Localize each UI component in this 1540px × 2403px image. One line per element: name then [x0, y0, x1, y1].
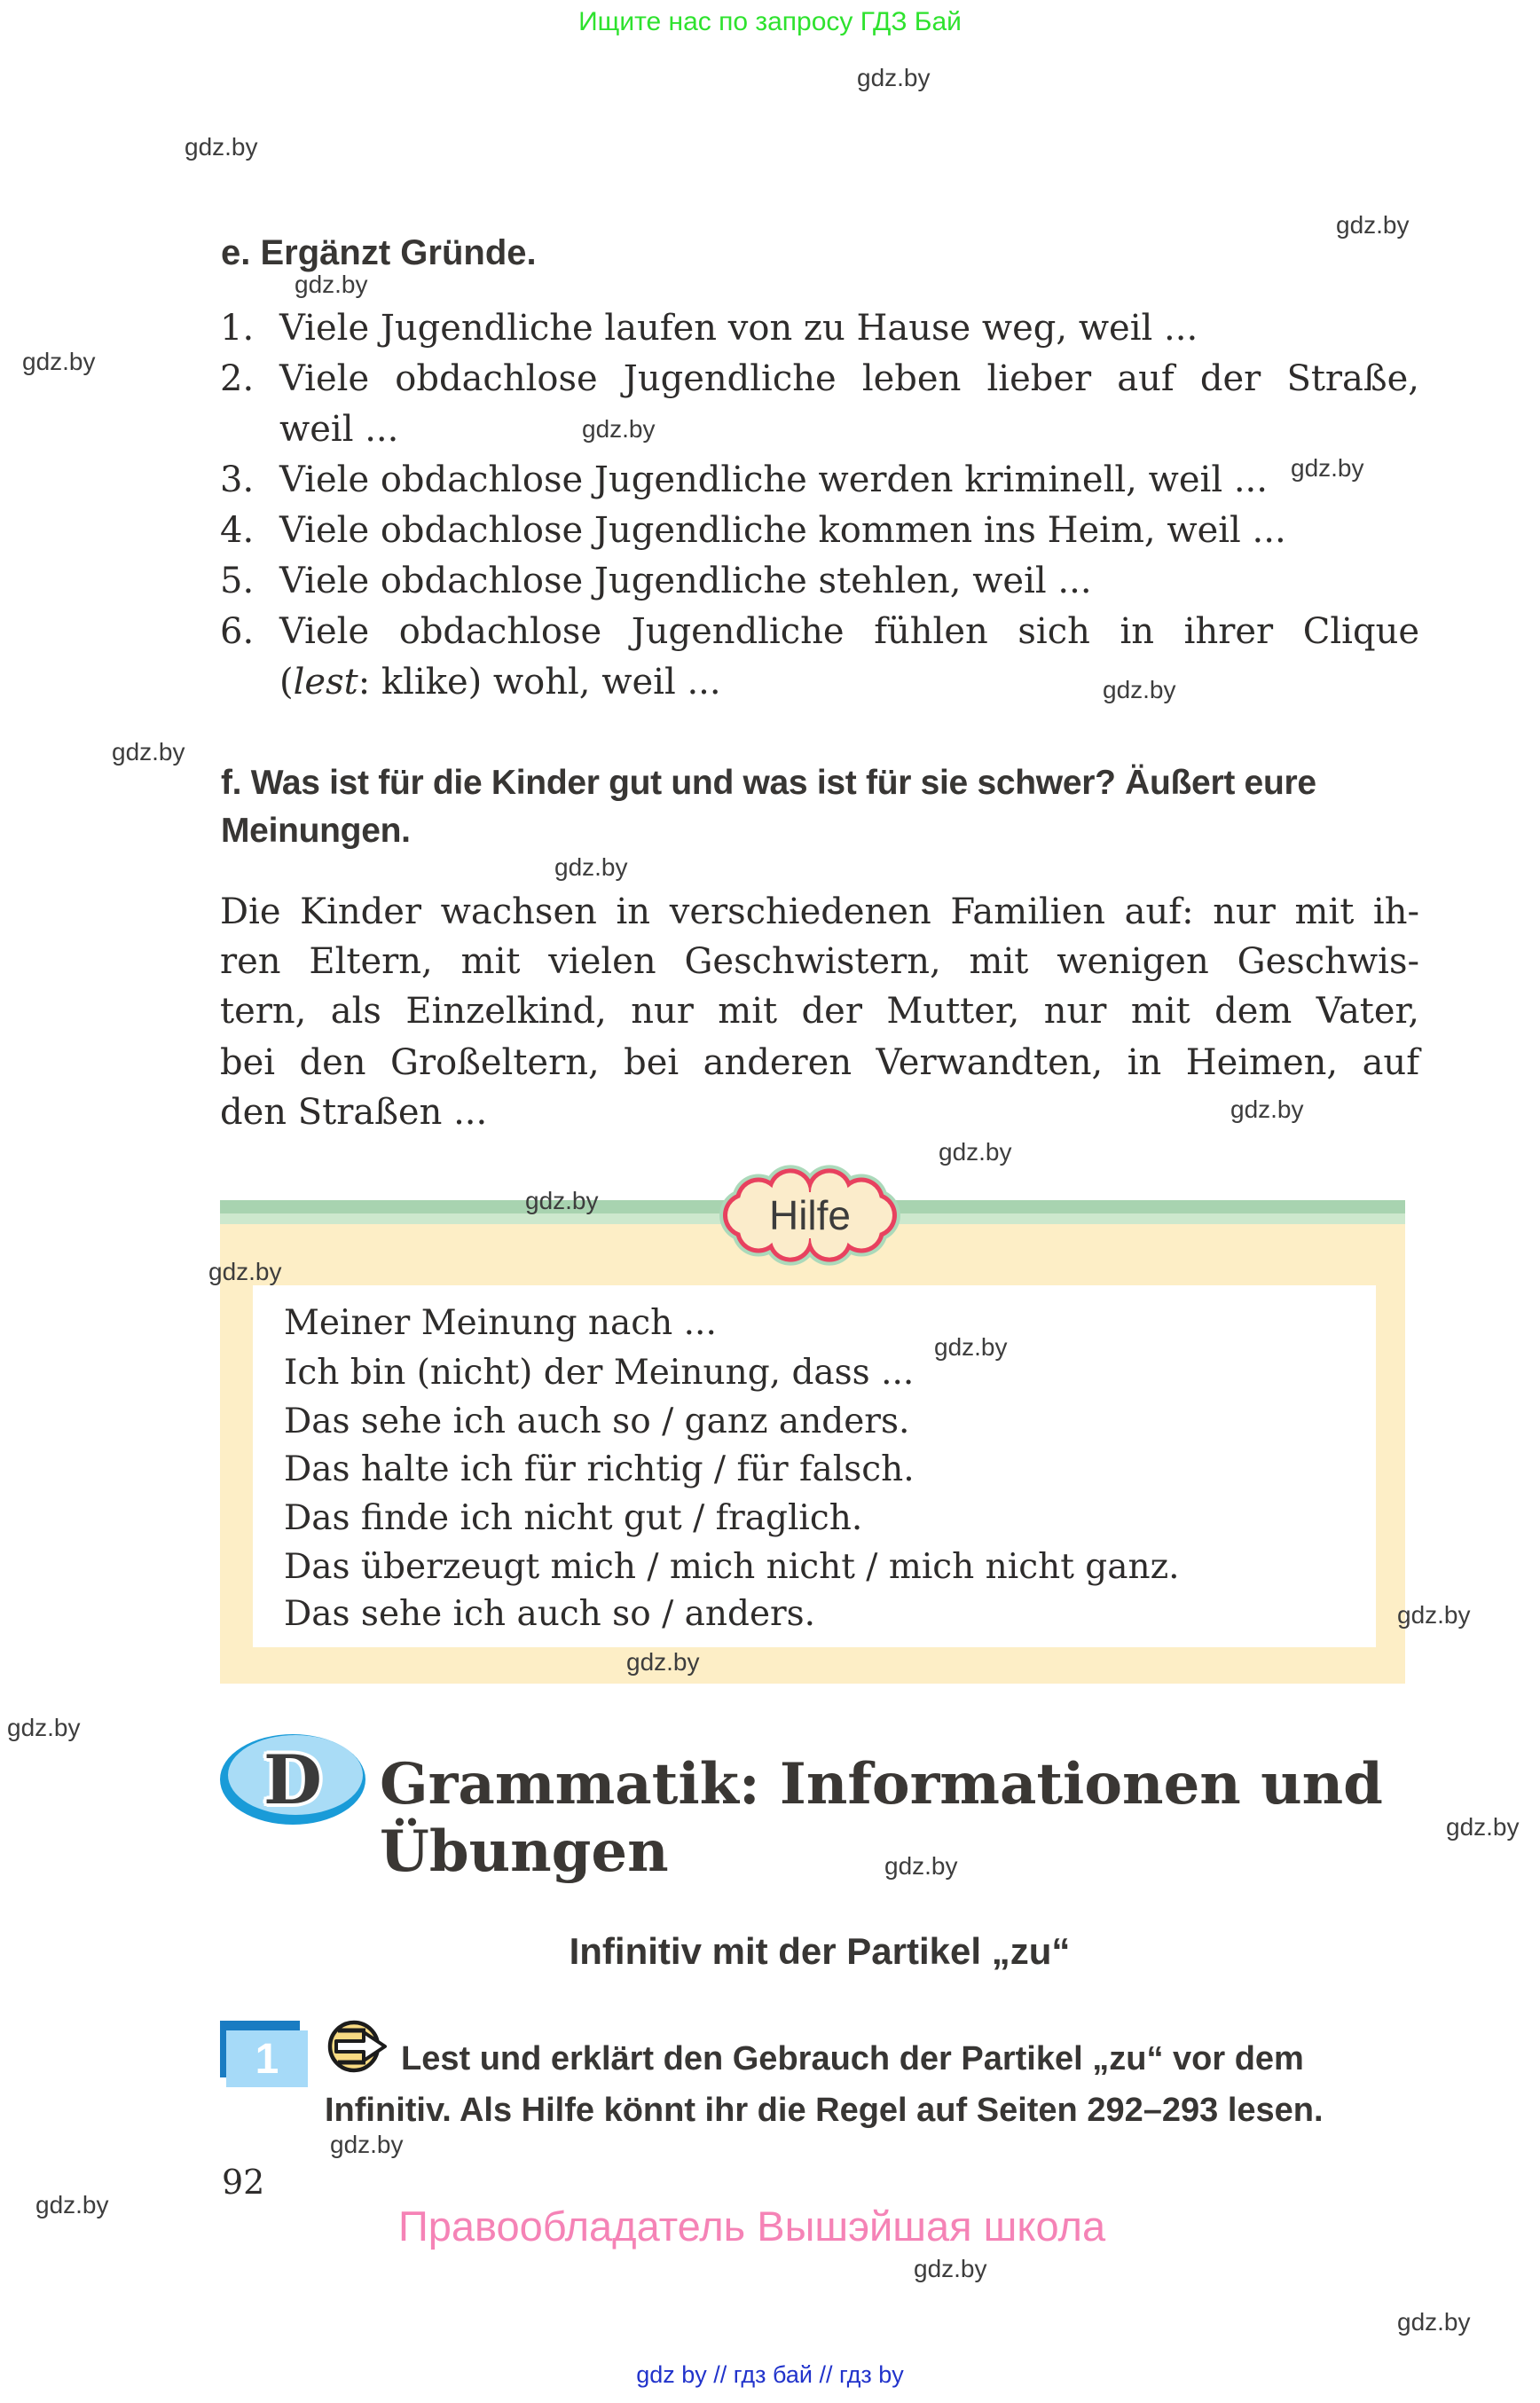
gdz-watermark: gdz.by: [1291, 454, 1364, 482]
gdz-watermark: gdz.by: [934, 1333, 1008, 1361]
intro-line: Die Kinder wachsen in verschiedenen Familien auf: nur mit ih-: [220, 891, 1419, 932]
gdz-watermark: gdz.by: [208, 1258, 282, 1285]
list-number: 6.: [220, 611, 255, 652]
section-f-heading-line1: f. Was ist für die Kinder gut und was ist für sie schwer? Äußert eure: [221, 764, 1316, 802]
hilfe-phrase: Das sehe ich auch so / ganz anders.: [284, 1402, 910, 1441]
gdz-watermark: gdz.by: [1397, 2308, 1471, 2336]
list-text-italic: lest: [293, 662, 358, 703]
list-number: 3.: [220, 459, 255, 500]
grammar-heading-line2: Übungen: [380, 1818, 669, 1885]
gdz-watermark: gdz.by: [582, 415, 656, 443]
list-text: Viele obdachlose Jugendliche fühlen sich in ihrer Clique: [279, 611, 1419, 652]
gdz-watermark: gdz.by: [857, 64, 931, 91]
list-text: Viele Jugendliche laufen von zu Hause weg, weil ...: [279, 308, 1198, 349]
list-text: : klike) wohl, weil ...: [358, 662, 721, 703]
list-number: 2.: [220, 358, 255, 399]
gdz-watermark: gdz.by: [1336, 211, 1410, 239]
hilfe-label: Hilfe: [768, 1192, 852, 1238]
section-d-badge-letter: D: [263, 1739, 322, 1819]
hilfe-phrase: Das finde ich nicht gut / fraglich.: [284, 1498, 863, 1538]
hilfe-phrase: Das sehe ich auch so / anders.: [284, 1594, 816, 1634]
gdz-watermark: gdz.by: [914, 2255, 987, 2282]
gdz-watermark: gdz.by: [525, 1187, 599, 1214]
list-number: 5.: [220, 561, 255, 601]
gdz-watermark: gdz.by: [554, 853, 628, 881]
gdz-watermark: gdz.by: [626, 1648, 700, 1676]
hilfe-phrase: Das überzeugt mich / mich nicht / mich nicht ganz.: [284, 1547, 1180, 1587]
read-arrow-icon: [326, 2019, 389, 2076]
list-text: Viele obdachlose Jugendliche kommen ins Heim, weil ...: [279, 510, 1286, 551]
hilfe-phrase: Das halte ich für richtig / für falsch.: [284, 1449, 915, 1489]
exercise-text-line1: Lest und erklärt den Gebrauch der Partikel „zu“ vor dem: [401, 2040, 1304, 2077]
gdz-watermark: gdz.by: [1397, 1601, 1471, 1629]
gdz-watermark: gdz.by: [1446, 1813, 1520, 1841]
gdz-watermark: gdz.by: [1230, 1095, 1304, 1123]
exercise-number-badge: 1: [226, 2030, 308, 2087]
list-item-4: [220, 506, 1419, 556]
list-number: 1.: [220, 308, 255, 349]
list-item-2-cont: weil ...: [279, 409, 399, 450]
exercise-text-line2: Infinitiv. Als Hilfe könnt ihr die Regel auf Seiten 292–293 lesen.: [325, 2092, 1324, 2129]
list-text: Viele obdachlose Jugendliche stehlen, weil ...: [279, 561, 1092, 601]
intro-line: den Straßen ...: [220, 1092, 488, 1133]
footer-links: gdz by // гдз бай // гдз by: [636, 2361, 904, 2388]
gdz-watermark: gdz.by: [295, 271, 368, 298]
gdz-watermark: gdz.by: [7, 1714, 81, 1741]
grammar-subheading: Infinitiv mit der Partikel „zu“: [569, 1930, 1071, 1972]
grammar-heading-line1: Grammatik: Informationen und: [380, 1751, 1383, 1818]
list-item-1: [220, 303, 1419, 354]
gdz-watermark: gdz.by: [939, 1138, 1012, 1166]
intro-line: tern, als Einzelkind, nur mit der Mutter, nur mit dem Vater,: [220, 991, 1419, 1032]
publisher-text: Правообладатель Вышэйшая школа: [398, 2203, 1106, 2250]
hilfe-phrase: Meiner Meinung nach ...: [284, 1303, 717, 1343]
gdz-watermark: gdz.by: [1103, 676, 1176, 703]
page-number: 92: [222, 2163, 265, 2202]
list-item-2: [220, 354, 1419, 404]
gdz-watermark: gdz.by: [884, 1852, 958, 1880]
section-f-heading-line2: Meinungen.: [221, 812, 411, 850]
gdz-watermark: gdz.by: [112, 738, 185, 766]
gdz-watermark: gdz.by: [185, 133, 258, 161]
list-item-6: [220, 607, 1419, 657]
list-item-3: [220, 455, 1419, 506]
promo-banner-text: Ищите нас по запросу ГДЗ Бай: [578, 7, 962, 36]
list-item-6-cont: [279, 657, 721, 708]
list-text: Viele obdachlose Jugendliche leben lieber auf der Straße,: [279, 358, 1419, 399]
list-text: Viele obdachlose Jugendliche werden kriminell, weil ...: [279, 459, 1268, 500]
gdz-watermark: gdz.by: [330, 2131, 404, 2158]
gdz-watermark: gdz.by: [22, 348, 96, 375]
list-item-5: [220, 556, 1419, 607]
hilfe-phrase: Ich bin (nicht) der Meinung, dass ...: [284, 1353, 915, 1393]
list-number: 4.: [220, 510, 255, 551]
list-text: (: [279, 662, 294, 703]
intro-line: bei den Großeltern, bei anderen Verwandten, in Heimen, auf: [220, 1042, 1419, 1083]
section-e-heading: e. Ergänzt Gründe.: [221, 233, 537, 272]
gdz-watermark: gdz.by: [35, 2191, 109, 2218]
intro-line: ren Eltern, mit vielen Geschwistern, mit wenigen Geschwis-: [220, 941, 1419, 982]
